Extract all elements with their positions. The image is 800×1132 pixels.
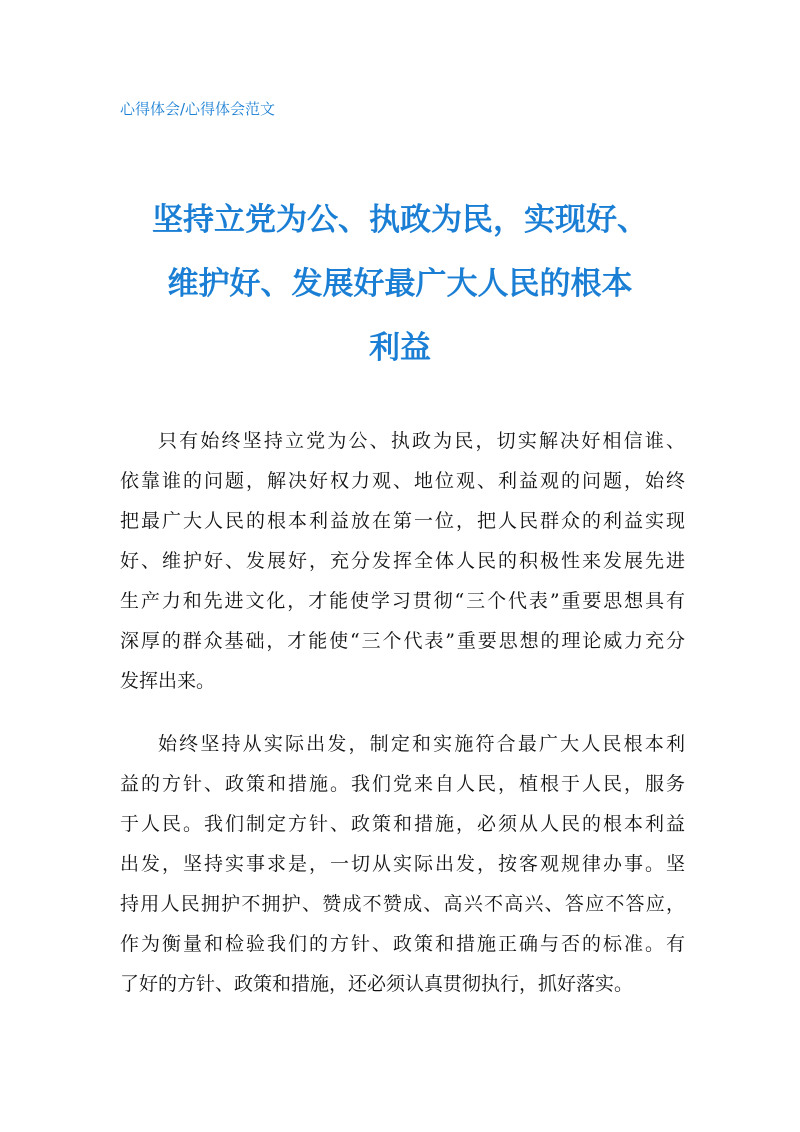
text-line: 深厚的群众基础，才能使“三个代表”重要思想的理论威力充分 [120,630,685,652]
text-line: 出发，坚持实事求是，一切从实际出发，按客观规律办事。坚 [120,853,685,875]
text-line: 把最广大人民的根本利益放在第一位，把人民群众的利益实现 [120,510,685,532]
page-title [100,188,700,380]
text-line: 发挥出来。 [120,670,216,692]
title-line: 维护好、发展好最广大人民的根本 [167,266,633,302]
paragraph-2 [120,724,685,1004]
text-line: 于人民。我们制定方针、政策和措施，必须从人民的根本利益 [120,813,685,835]
text-line: 只有始终坚持立党为公、执政为民，切实解决好相信谁、 [158,430,685,452]
text-line: 依靠谁的问题，解决好权力观、地位观、利益观的问题，始终 [120,470,685,492]
paragraph-1 [120,421,685,701]
title-line: 利益 [369,330,431,366]
text-line: 了好的方针、政策和措施，还必须认真贯彻执行，抓好落实。 [120,973,634,995]
text-line: 作为衡量和检验我们的方针、政策和措施正确与否的标准。有 [120,933,685,955]
text-line: 益的方针、政策和措施。我们党来自人民，植根于人民，服务 [120,773,685,795]
text-line: 生产力和先进文化，才能使学习贯彻“三个代表”重要思想具有 [120,590,685,612]
text-line: 始终坚持从实际出发，制定和实施符合最广大人民根本利 [158,733,685,755]
breadcrumb[interactable]: 心得体会/心得体会范文 [120,100,276,118]
text-line: 持用人民拥护不拥护、赞成不赞成、高兴不高兴、答应不答应， [120,893,685,915]
text-line: 好、维护好、发展好，充分发挥全体人民的积极性来发展先进 [120,550,685,572]
article-body [120,421,685,1027]
title-line: 坚持立党为公、执政为民，实现好、 [152,202,648,238]
